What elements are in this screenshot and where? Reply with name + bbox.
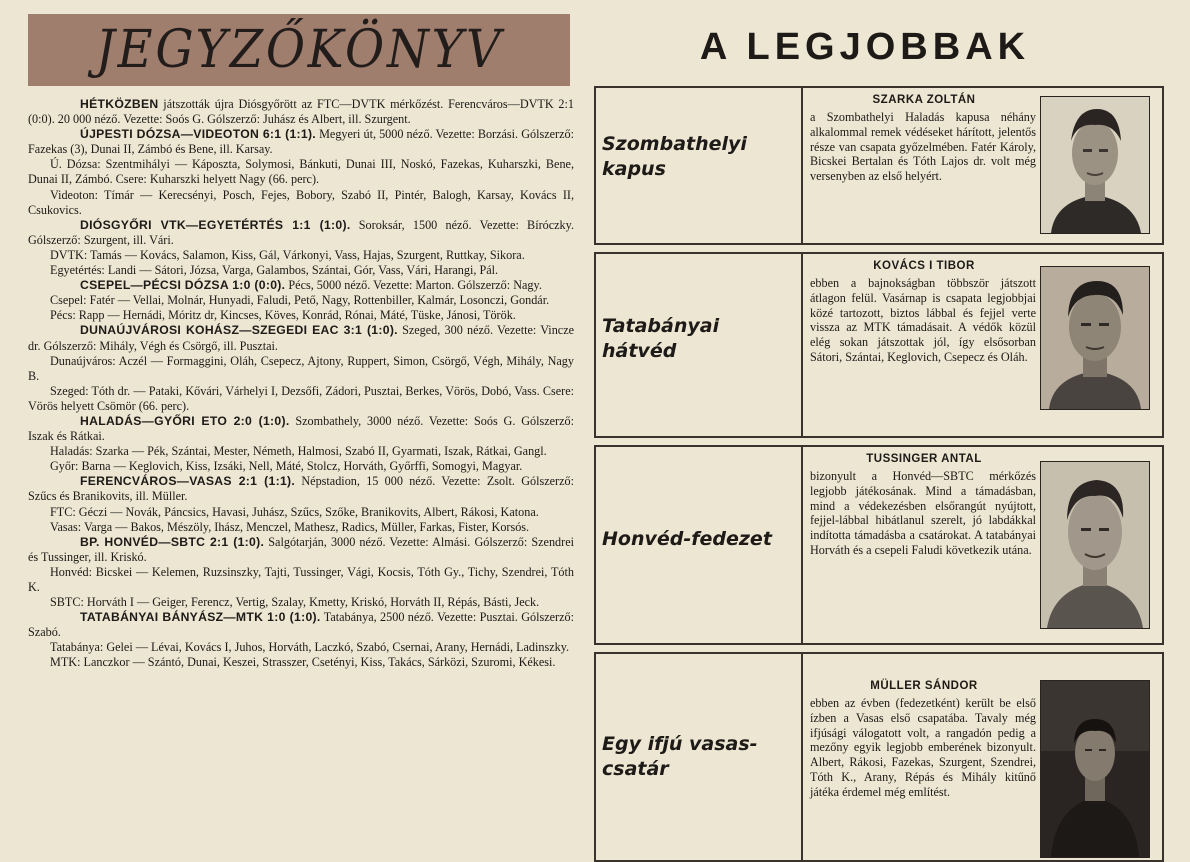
role-line: kapus [602, 158, 666, 180]
best-players-title: A LEGJOBBAK [699, 26, 1031, 68]
match-header [28, 474, 574, 504]
match-report-column [28, 14, 574, 671]
match-info: Tatabánya, 2500 néző. Vezette: Pusztai. Gólszerző: Szabó. [28, 610, 574, 640]
player-role [602, 132, 798, 182]
report-title: JEGYZŐKÖNYV [95, 20, 503, 80]
player-name: MÜLLER SÁNDOR [870, 680, 978, 692]
card-divider [801, 88, 803, 243]
player-description: ebben a bajnokságban többször játszott átlagon felül. Vasárnap is csapata legjobbjai közé tartozott, biztos lábbal és fejjel verte vissza az MTK támadásait. A védők közül elég sokan játszottak jól, így elsősorban Sátori, Szántai, Keglovich, Csepecz és Oláh. [810, 276, 1036, 364]
match-title: BP. HONVÉD—SBTC 2:1 (1:0). [80, 534, 265, 549]
player-card-muller [594, 652, 1164, 862]
lineup: DVTK: Tamás — Kovács, Salamon, Kiss, Gál, Várkonyi, Vass, Hajas, Szurgent, Ruttkay, Sikora. [50, 247, 525, 262]
match-title: TATABÁNYAI BÁNYÁSZ—MTK 1:0 (1:0). [80, 610, 321, 625]
lineup: Dunaújváros: Aczél — Formaggini, Oláh, Csepecz, Ajtony, Ruppert, Simon, Csörgő, Végh, Mihály, Nagy B. [28, 353, 574, 383]
player-role [602, 732, 798, 782]
player-role [602, 527, 798, 552]
card-divider [801, 654, 803, 860]
match-info: Szombathely, 3000 néző. Vezette: Soós G. Gólszerző: Iszak és Rátkai. [28, 413, 574, 444]
player-photo [1040, 461, 1150, 629]
match-header [28, 414, 574, 444]
match-title: DUNAÚJVÁROSI KOHÁSZ—SZEGEDI EAC 3:1 (1:0). [80, 323, 398, 338]
lineup: Haladás: Szarka — Pék, Szántai, Mester, Németh, Halmosi, Szabó II, Gyarmati, Iszak, Rátkai, Gangl. [50, 444, 547, 459]
match-info: Népstadion, 15 000 néző. Vezette: Zsolt. Gólszerző: Szűcs és Branikovits, ill. Müller. [28, 474, 575, 504]
lineup: Győr: Barna — Keglovich, Kiss, Izsáki, Nell, Máté, Stolcz, Horváth, Győrffi, Somogyi, Magyar. [50, 459, 523, 474]
player-description: a Szombathelyi Haladás kapusa néhány alkalommal remek védéseket hárított, jelentős része van csapata győzelmében. Fatér Károly, Bicskei Bertalan és Tóth Lajos dr. volt még versenyben az első helyért. [810, 110, 1036, 184]
match-title: HALADÁS—GYŐRI ETO 2:0 (1:0). [80, 413, 290, 428]
match-header [28, 127, 574, 157]
lineup: Videoton: Tímár — Kerecsényi, Posch, Fejes, Bobory, Szabó II, Pintér, Balogh, Karsay, Kovács II, Csukovics. [28, 187, 574, 217]
intro-text: játszották újra Diósgyőrött az FTC—DVTK mérkőzést. Ferencváros—DVTK 2:1 (0:0). 20 000 néző. Vezette: Soós G. Gólszerző: Juhász és Albert, ill. Szurgent. [28, 97, 574, 127]
match-info: Megyeri út, 5000 néző. Vezette: Borzási. Gólszerző: Fazekas (3), Dunai II, Zámbó és Bene, ill. Karsay. [28, 127, 574, 157]
player-card-tussinger [594, 445, 1164, 645]
match-header [28, 535, 574, 565]
role-line: csatár [602, 758, 669, 780]
match-title: ÚJPESTI DÓZSA—VIDEOTON 6:1 (1:1). [80, 127, 316, 142]
match-info: Szeged, 300 néző. Vezette: Vincze dr. Gólszerző: Mihály, Végh és Csörgő, ill. Pusztai. [28, 323, 575, 353]
player-name: SZARKA ZOLTÁN [872, 94, 976, 106]
role-line: Honvéd-fedezet [602, 528, 772, 550]
lineup: Egyetértés: Landi — Sátori, Józsa, Varga, Galambos, Szántai, Gór, Vass, Vári, Harangi, Pál. [50, 263, 499, 278]
intro-paragraph [28, 97, 574, 127]
match-info: Soroksár, 1500 néző. Vezette: Bíróczky. Gólszerző: Szurgent, ill. Vári. [28, 217, 574, 247]
role-line: Szombathelyi [602, 133, 747, 155]
lineup: MTK: Lanczkor — Szántó, Dunai, Keszei, Strasszer, Csetényi, Kiss, Takács, Sárközi, Szuromi, Kékesi. [50, 655, 556, 670]
report-body [28, 97, 574, 671]
lineup: Ú. Dózsa: Szentmihályi — Káposzta, Solymosi, Bánkuti, Dunai III, Noskó, Fazekas, Kuharszki, Bene, Dunai II, Zámbó. Csere: Kuharszki helyett Nagy (66. perc). [28, 157, 574, 187]
player-description: ebben az évben (fedezetként) került be első ízben a Vasas első csapatába. Tavaly még ifjúsági válogatott volt, a rangadón pedig a mezőny egyik legjobb emberének bizonyult. Albert, Rákosi, Fazekas, Szurgent, Szendrei, Tóth K., Arany, Répás és Mihály kitűnő játéka érdemel még említést. [810, 696, 1036, 799]
match-header [28, 610, 574, 640]
lineup: Csepel: Fatér — Vellai, Molnár, Hunyadi, Faludi, Pető, Nagy, Rottenbiller, Kalmár, Losonczi, Gondár. [50, 293, 550, 308]
report-title-banner [28, 14, 570, 86]
match-header [28, 218, 574, 248]
match-title: FERENCVÁROS—VASAS 2:1 (1:1). [80, 474, 296, 489]
player-photo [1040, 96, 1150, 234]
match-title: CSEPEL—PÉCSI DÓZSA 1:0 (0:0). [80, 278, 286, 293]
lineup: Vasas: Varga — Bakos, Mészöly, Ihász, Menczel, Mathesz, Radics, Müller, Farkas, Fister, Korsós. [50, 519, 530, 534]
lineup: Szeged: Tóth dr. — Pataki, Kővári, Várhelyi I, Dezsőfi, Zádori, Pusztai, Berkes, Vörös, Dobó, Vass. Csere: Vörös helyett Csömör (66. perc). [28, 383, 574, 413]
role-line: Egy ifjú vasas- [602, 733, 758, 755]
lineup: FTC: Géczi — Novák, Páncsics, Havasi, Juhász, Szűcs, Szőke, Branikovits, Albert, Rákosi, Katona. [50, 504, 539, 519]
player-name: TUSSINGER ANTAL [866, 453, 982, 465]
card-divider [801, 254, 803, 436]
player-photo [1040, 680, 1150, 858]
role-line: Tatabányai [602, 315, 720, 337]
match-header [28, 323, 574, 353]
intro-lead: HÉTKÖZBEN [80, 97, 159, 111]
best-players-column [594, 14, 1168, 799]
match-title: DIÓSGYŐRI VTK—EGYETÉRTÉS 1:1 (1:0). [80, 217, 351, 232]
player-description: bizonyult a Honvéd—SBTC mérkőzés legjobb játékosának. Mind a támadásban, mind a védekezésben elsőrangút nyújtott, fejjel-lábbal hibátlanul szerelt, jó labdákkal indította támadásba a csatárokat. A tatabányai Horváth és a csepeli Faludi következik utána. [810, 469, 1036, 557]
lineup: Pécs: Rapp — Hernádi, Móritz dr, Kincses, Köves, Konrád, Rónai, Máté, Tüske, Jánosi, Török. [50, 308, 516, 323]
player-card-szarka [594, 86, 1164, 245]
match-header [28, 278, 574, 293]
player-card-kovacs [594, 252, 1164, 438]
player-name: KOVÁCS I TIBOR [873, 260, 975, 272]
match-info: Salgótarján, 3000 néző. Vezette: Almási. Gólszerző: Szendrei és Tussinger, ill. Kriskó. [28, 534, 574, 564]
lineup: SBTC: Horváth I — Geiger, Ferencz, Vertig, Szalay, Kmetty, Kriskó, Horváth II, Répás, Básti, Jeck. [50, 595, 540, 610]
role-line: hátvéd [602, 340, 677, 362]
player-photo [1040, 266, 1150, 410]
lineup: Tatabánya: Gelei — Lévai, Kovács I, Juhos, Horváth, Laczkó, Szabó, Csernai, Arany, Hernádi, Ladinszky. [50, 640, 570, 655]
match-info: Pécs, 5000 néző. Vezette: Marton. Gólszerző: Nagy. [285, 278, 542, 293]
lineup: Honvéd: Bicskei — Kelemen, Ruzsinszky, Tajti, Tussinger, Vági, Kocsis, Tóth Gy., Tichy, Szendrei, Tóth K. [28, 564, 574, 594]
player-role [602, 314, 798, 364]
card-divider [801, 447, 803, 643]
